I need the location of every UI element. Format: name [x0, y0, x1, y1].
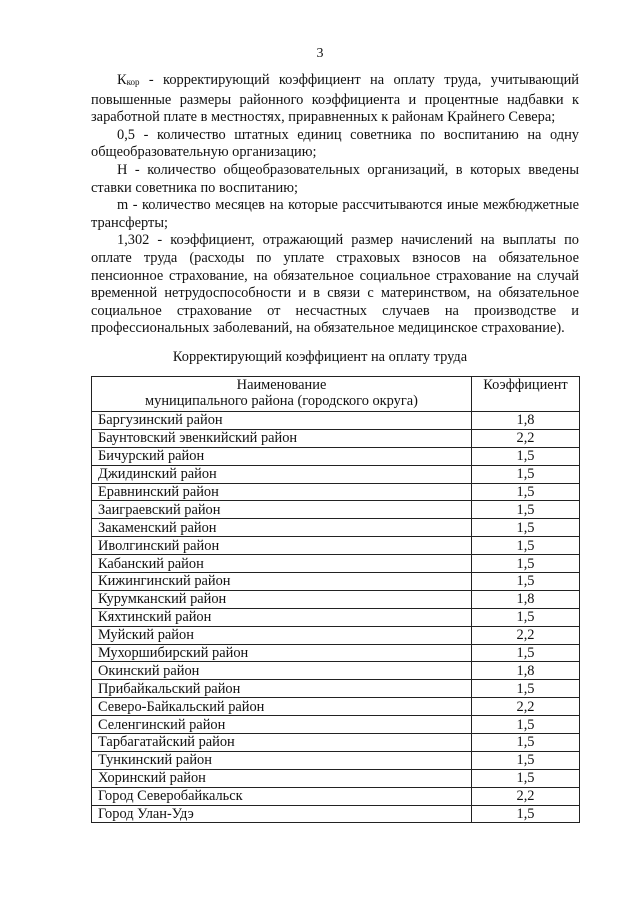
- district-name-cell: Еравнинский район: [92, 483, 472, 501]
- district-name-cell: Кяхтинский район: [92, 608, 472, 626]
- table-row: [92, 805, 580, 823]
- column-header-value: Коэффициент: [472, 377, 580, 412]
- district-name-cell: Тарбагатайский район: [92, 734, 472, 752]
- definition-paragraph: [91, 232, 579, 338]
- table-row: [92, 555, 580, 573]
- coefficient-value-cell: 1,5: [472, 555, 580, 573]
- district-name-cell: Город Северобайкальск: [92, 787, 472, 805]
- definition-symbol: Н: [117, 161, 128, 178]
- table-row: [92, 537, 580, 555]
- column-header-name-line1: Наименование: [236, 377, 327, 393]
- coefficient-value-cell: 1,5: [472, 805, 580, 823]
- district-name-cell: Селенгинский район: [92, 716, 472, 734]
- coefficient-value-cell: 1,5: [472, 447, 580, 465]
- district-name-cell: Закаменский район: [92, 519, 472, 537]
- coefficient-value-cell: 2,2: [472, 787, 580, 805]
- district-name-cell: Хоринский район: [92, 769, 472, 787]
- coefficient-value-cell: 1,8: [472, 412, 580, 430]
- coefficient-value-cell: 1,5: [472, 751, 580, 769]
- coefficient-value-cell: 1,5: [472, 769, 580, 787]
- definition-text: - корректирующий коэффициент на оплату труда, учитывающий повышенные размеры районного коэффициента и процентные надбавки к заработной плате в местностях, приравненных к районам Крайнего Севера;: [91, 72, 579, 126]
- coefficient-value-cell: 1,5: [472, 716, 580, 734]
- coefficient-value-cell: 2,2: [472, 626, 580, 644]
- definition-paragraph: [91, 127, 579, 162]
- definition-text: - количество общеобразовательных организаций, в которых введены ставки советника по воспитанию;: [91, 161, 579, 196]
- district-name-cell: Кабанский район: [92, 555, 472, 573]
- district-name-cell: Прибайкальский район: [92, 680, 472, 698]
- table-row: [92, 590, 580, 608]
- district-name-cell: Кижингинский район: [92, 573, 472, 591]
- coefficient-value-cell: 1,5: [472, 537, 580, 555]
- table-header-row: [92, 377, 580, 412]
- definition-symbol: 1,302: [117, 232, 150, 249]
- coefficient-value-cell: 1,5: [472, 734, 580, 752]
- table-row: [92, 429, 580, 447]
- district-name-cell: Город Улан-Удэ: [92, 805, 472, 823]
- district-name-cell: Мухоршибирский район: [92, 644, 472, 662]
- district-name-cell: Иволгинский район: [92, 537, 472, 555]
- column-header-name: [92, 377, 472, 412]
- definition-text: - количество месяцев на которые рассчитываются иные межбюджетные трансферты;: [91, 197, 579, 231]
- table-row: [92, 734, 580, 752]
- district-name-cell: Муйский район: [92, 626, 472, 644]
- district-name-cell: Курумканский район: [92, 590, 472, 608]
- coefficient-value-cell: 1,8: [472, 590, 580, 608]
- coefficient-value-cell: 1,5: [472, 608, 580, 626]
- definition-paragraph: [91, 162, 579, 197]
- district-name-cell: Бичурский район: [92, 447, 472, 465]
- district-name-cell: Заиграевский район: [92, 501, 472, 519]
- definition-paragraph: [91, 72, 579, 127]
- table-row: [92, 573, 580, 591]
- table-row: [92, 447, 580, 465]
- district-name-cell: Баунтовский эвенкийский район: [92, 429, 472, 447]
- table-row: [92, 680, 580, 698]
- definition-text: - количество штатных единиц советника по воспитанию на одну общеобразовательную организацию;: [91, 126, 579, 161]
- coefficient-value-cell: 1,5: [472, 519, 580, 537]
- definition-paragraph: [91, 197, 579, 232]
- page-number: 3: [316, 46, 324, 61]
- district-name-cell: Окинский район: [92, 662, 472, 680]
- table-row: [92, 626, 580, 644]
- table-row: [92, 662, 580, 680]
- coefficient-value-cell: 1,5: [472, 573, 580, 591]
- coefficient-value-cell: 1,8: [472, 662, 580, 680]
- table-row: [92, 716, 580, 734]
- table-row: [92, 751, 580, 769]
- table-row: [92, 465, 580, 483]
- table-row: [92, 412, 580, 430]
- coefficient-value-cell: 1,5: [472, 465, 580, 483]
- table-row: [92, 519, 580, 537]
- definition-subscript: кор: [126, 77, 140, 87]
- district-name-cell: Джидинский район: [92, 465, 472, 483]
- table-title: Корректирующий коэффициент на оплату труда: [172, 349, 468, 365]
- coefficient-value-cell: 1,5: [472, 644, 580, 662]
- table-row: [92, 483, 580, 501]
- definition-symbol: К: [117, 72, 127, 88]
- definition-text: - коэффициент, отражающий размер начислений на выплаты по оплате труда (расходы по уплате страховых взносов на обязательное пенсионное страхование, на обязательное социальное страхование на случай временной нетрудоспособности и в связи с материнством, на обязательное социальное страхование от несчастных случаев на производстве и профессиональных заболеваний, на обязательное медицинское страхование).: [91, 232, 579, 337]
- definition-symbol: m: [117, 197, 129, 214]
- district-name-cell: Баргузинский район: [92, 412, 472, 430]
- definitions-block: [91, 72, 579, 338]
- district-name-cell: Северо-Байкальский район: [92, 698, 472, 716]
- column-header-name-line2: муниципального района (городского округа): [145, 393, 418, 409]
- table-row: [92, 501, 580, 519]
- table-row: [92, 644, 580, 662]
- coefficient-value-cell: 1,5: [472, 680, 580, 698]
- coefficient-value-cell: 1,5: [472, 483, 580, 501]
- table-row: [92, 698, 580, 716]
- table-row: [92, 608, 580, 626]
- definition-symbol: 0,5: [117, 126, 135, 143]
- coefficient-table: [91, 376, 580, 823]
- coefficient-value-cell: 1,5: [472, 501, 580, 519]
- coefficient-value-cell: 2,2: [472, 698, 580, 716]
- district-name-cell: Тункинский район: [92, 751, 472, 769]
- table-row: [92, 769, 580, 787]
- table-row: [92, 787, 580, 805]
- coefficient-value-cell: 2,2: [472, 429, 580, 447]
